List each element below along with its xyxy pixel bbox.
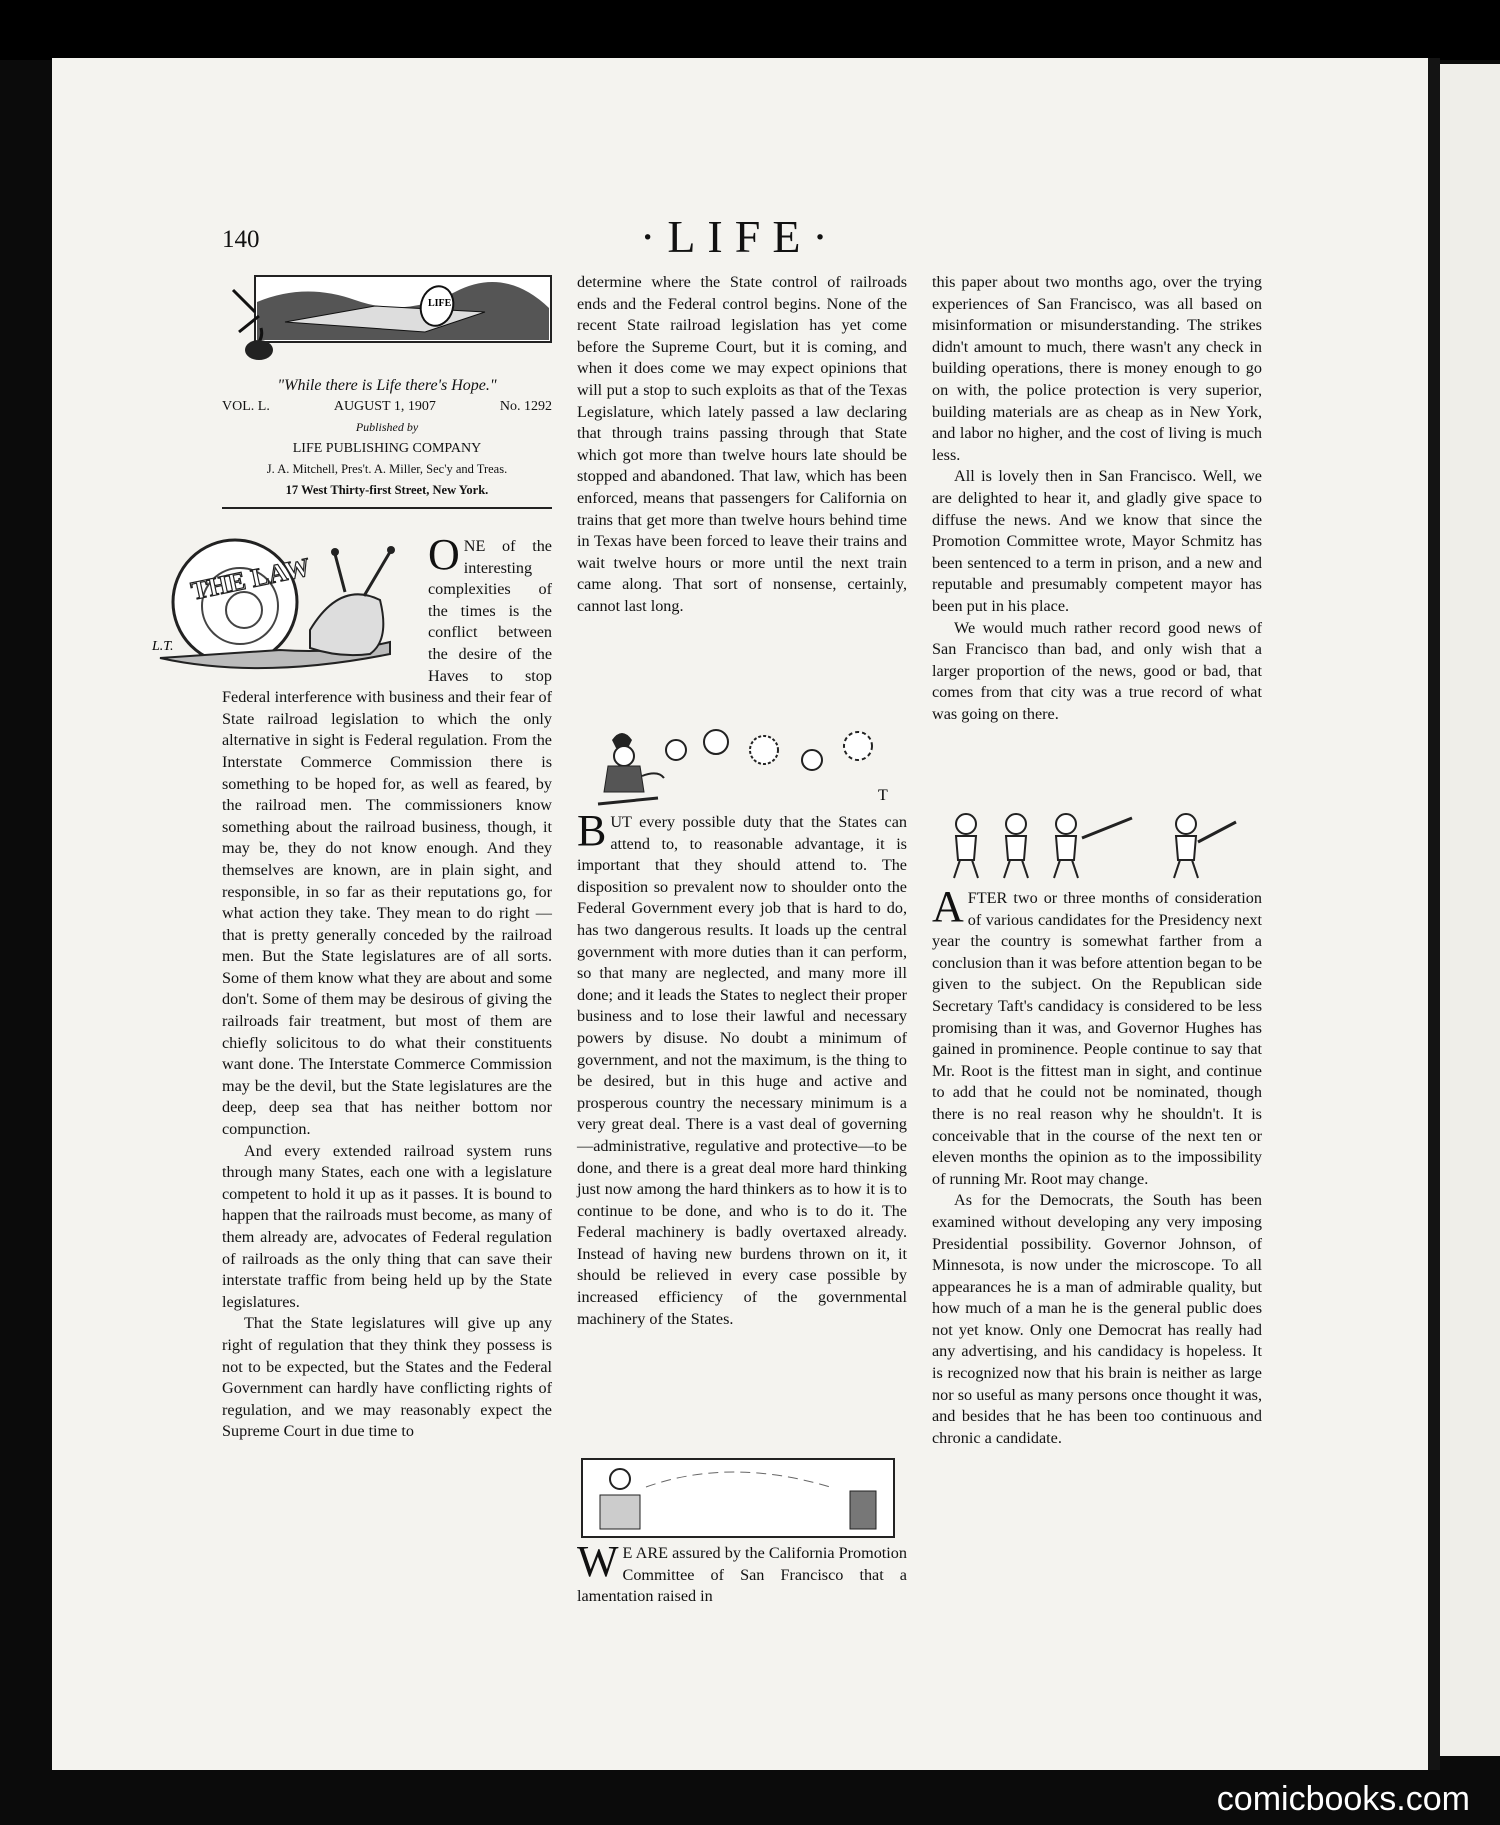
volume: VOL. L. <box>222 399 270 414</box>
dropcap-w: W <box>577 1537 619 1586</box>
bubble-signature: T <box>878 787 888 804</box>
column-2 <box>577 272 907 618</box>
san-francisco-opening-text: E ARE assured by the California Promotion Committee of San Francisco that a lamentation raised in <box>577 1544 907 1606</box>
article-san-francisco-p1: this paper about two months ago, over the trying experiences of San Francisco, was all based on misinformation or misunderstanding. The strikes didn't amount to much, there wasn't any check in building operations, there is money enough to go on with, the police protection is very superior, building materials are as cheap as in New York, and labor no higher, and the cost of living is much less. <box>932 273 1262 464</box>
officers: J. A. Mitchell, Pres't. A. Miller, Sec'y and Treas. <box>266 462 508 476</box>
snail-float-space <box>222 536 428 680</box>
page-number: 140 <box>222 226 260 253</box>
dropcap-a: A <box>932 882 964 931</box>
imprint-block <box>222 375 552 509</box>
facing-page-edge <box>1440 64 1500 1756</box>
issue-date: AUGUST 1, 1907 <box>333 399 436 414</box>
column-1 <box>222 530 552 1443</box>
column-2-lower <box>577 806 907 1330</box>
motto: "While there is Life there's Hope." <box>277 377 497 394</box>
cartoon-shield-label: LIFE <box>428 298 452 309</box>
top-black-border <box>0 0 1500 60</box>
snail-signature: L.T. <box>152 639 174 654</box>
railroad-paragraph-1-text: NE of the interesting complexities of the times is the conflict between the desire of the Haves to stop Federal interference with business and their fear of State railroad legislation to which the only alternative in sight is Federal regulation. From the Interstate Commerce Commission there is something to be hoped for, as well as feared, by the railroad men. The commissioners know something about the railroad business, though, it may be, they do not know enough. And they themselves are known, are in plain sight, and responsible, in so far as their reputations go, for what action they take. They mean to do right —that is pretty generally conceded by the railroad men. But the State legislatures are of all sorts. Some of them know what they are about and some don't. Some of them may be desirous of giving the railroads fair treatment, but most of them are chiefly solicitous to do what their constituents want done. The Interstate Commerce Commission may be the devil, but the State legislatures are the deep, deep sea that has neither bottom nor compunction. <box>222 537 552 1139</box>
column-2-bottom <box>577 1537 907 1608</box>
marching-figures-illustration <box>936 808 1256 882</box>
dropcap-o-visible: O <box>428 530 460 579</box>
dropcap-b: B <box>577 806 607 855</box>
column-3-lower <box>932 882 1262 1449</box>
bubble-blower-illustration <box>588 720 908 810</box>
states-duty-text: UT every possible duty that the States can attend to, to reasonable advantage, it is important that they should attend to. The disposition so prevalent now to shoulder onto the Federal Government every job that is hard to do, has two dangerous results. It loads up the central government with more duties than it can perform, so that many are neglected, and many more ill done; and it leads the States to neglect their proper business and to lose their lawful and necessary powers by disuse. No doubt a minimum of government, and not the maximum, is the thing to be desired, but in this huge and active and prosperous country the necessary minimum is a very great deal. There is a vast deal of governing—administrative, regulative and protective—to be done, and there is a great deal more hard thinking just now among the hard thinkers as to how it is to continue to be done, and who is to do it. The Federal machinery is badly overtaxed already. Instead of having new burdens thrown on it, it should be relieved in every case possible by increased efficiency of the governmental machinery of the States. <box>577 813 907 1328</box>
issue-number: No. 1292 <box>499 399 552 414</box>
letter-writer-illustration <box>580 1457 896 1539</box>
article-states-duty <box>577 806 907 1330</box>
header-cartoon <box>225 272 555 370</box>
article-presidency-p2: As for the Democrats, the South has been examined without developing any very imposing Presidential possibility. Governor Johnson, of Minnesota, is now under the microscope. To all appearances he is a man of admirable quality, but how much of a man he is the general public does not yet know. Only one Democrat has really had any advertising, and his candidacy is hopeless. It is recognized now that his brain is neither as large nor so useful as many persons once thought it was, and besides that he has been too continuous and chronic a candidate. <box>932 1191 1262 1447</box>
imprint-rule <box>222 507 552 509</box>
article-railroad-continued: determine where the State control of railroads ends and the Federal control begins. None of the recent State railroad legislation has yet come before the Supreme Court, but it is coming, and when it does come we may expect opinions that will put a stop to such exploits as that of the Texas Legislature, which lately passed a law declaring that through trains passing through that State which got more than twelve hours late should be stopped and abandoned. That law, which has been enforced, means that passengers for California on trains that get more than twelve hours behind time in Texas have been forced to leave their trains and wait twelve hours or more until the next train came along. That sort of nonsense, certainly, cannot last long. <box>577 273 907 615</box>
masthead-title: ·LIFE· <box>640 211 840 262</box>
published-by: Published by <box>355 420 419 434</box>
snail-shell-label: THE LAW <box>188 552 313 606</box>
article-presidency-p1 <box>932 882 1262 1190</box>
presidency-p1-text: FTER two or three months of consideration of various candidates for the Presidency next year the country is somewhat farther from a conclusion than it was before attention began to be given to the subject. On the Republican side Secretary Taft's candidacy is considered to be less promising than it was, and Governor Hughes has gained in prominence. People continue to say that Mr. Root is the fittest man in sight, and continue to add that he could not be nominated, though there is no real reason why he shouldn't. It is conceivable that in the course of the next ten or eleven months the opinion as to the impossibility of running Mr. Root may change. <box>932 889 1262 1188</box>
page-gutter <box>1428 58 1440 1770</box>
address: 17 West Thirty-first Street, New York. <box>285 483 489 497</box>
publisher-name: LIFE PUBLISHING COMPANY <box>292 441 482 456</box>
article-san-francisco-opening <box>577 1537 907 1608</box>
article-san-francisco-p2: All is lovely then in San Francisco. Well, we are delighted to hear it, and gladly give space to diffuse the news. And we know that since the Promotion Committee wrote, Mayor Schmitz has been sentenced to a term in prison, and a new and reputable and presumably competent mayor has been put in his place. <box>932 467 1262 615</box>
issue-line <box>222 396 552 417</box>
column-3 <box>932 272 1262 725</box>
article-san-francisco-p3: We would much rather record good news of San Francisco than bad, and only wish that a larger proportion of the news, good or bad, that comes from that city was a true record of what was going on there. <box>932 618 1262 723</box>
article-railroad-paragraph-2: And every extended railroad system runs through many States, each one with a legislature competent to hold it up as it passes. It is bound to happen that the railroads must become, as many of them already are, advocates of Federal regulation of railroads as the only thing that can save their interstate traffic from being held up by the State legislatures. <box>222 1141 552 1311</box>
site-watermark: comicbooks.com <box>1216 1780 1470 1818</box>
article-railroad-paragraph-3: That the State legislatures will give up any right of regulation that they think they possess is not to be expected, but the States and the Federal Government can hardly have conflicting rights of regulation, and we may reasonably expect the Supreme Court in due time to <box>222 1314 552 1441</box>
